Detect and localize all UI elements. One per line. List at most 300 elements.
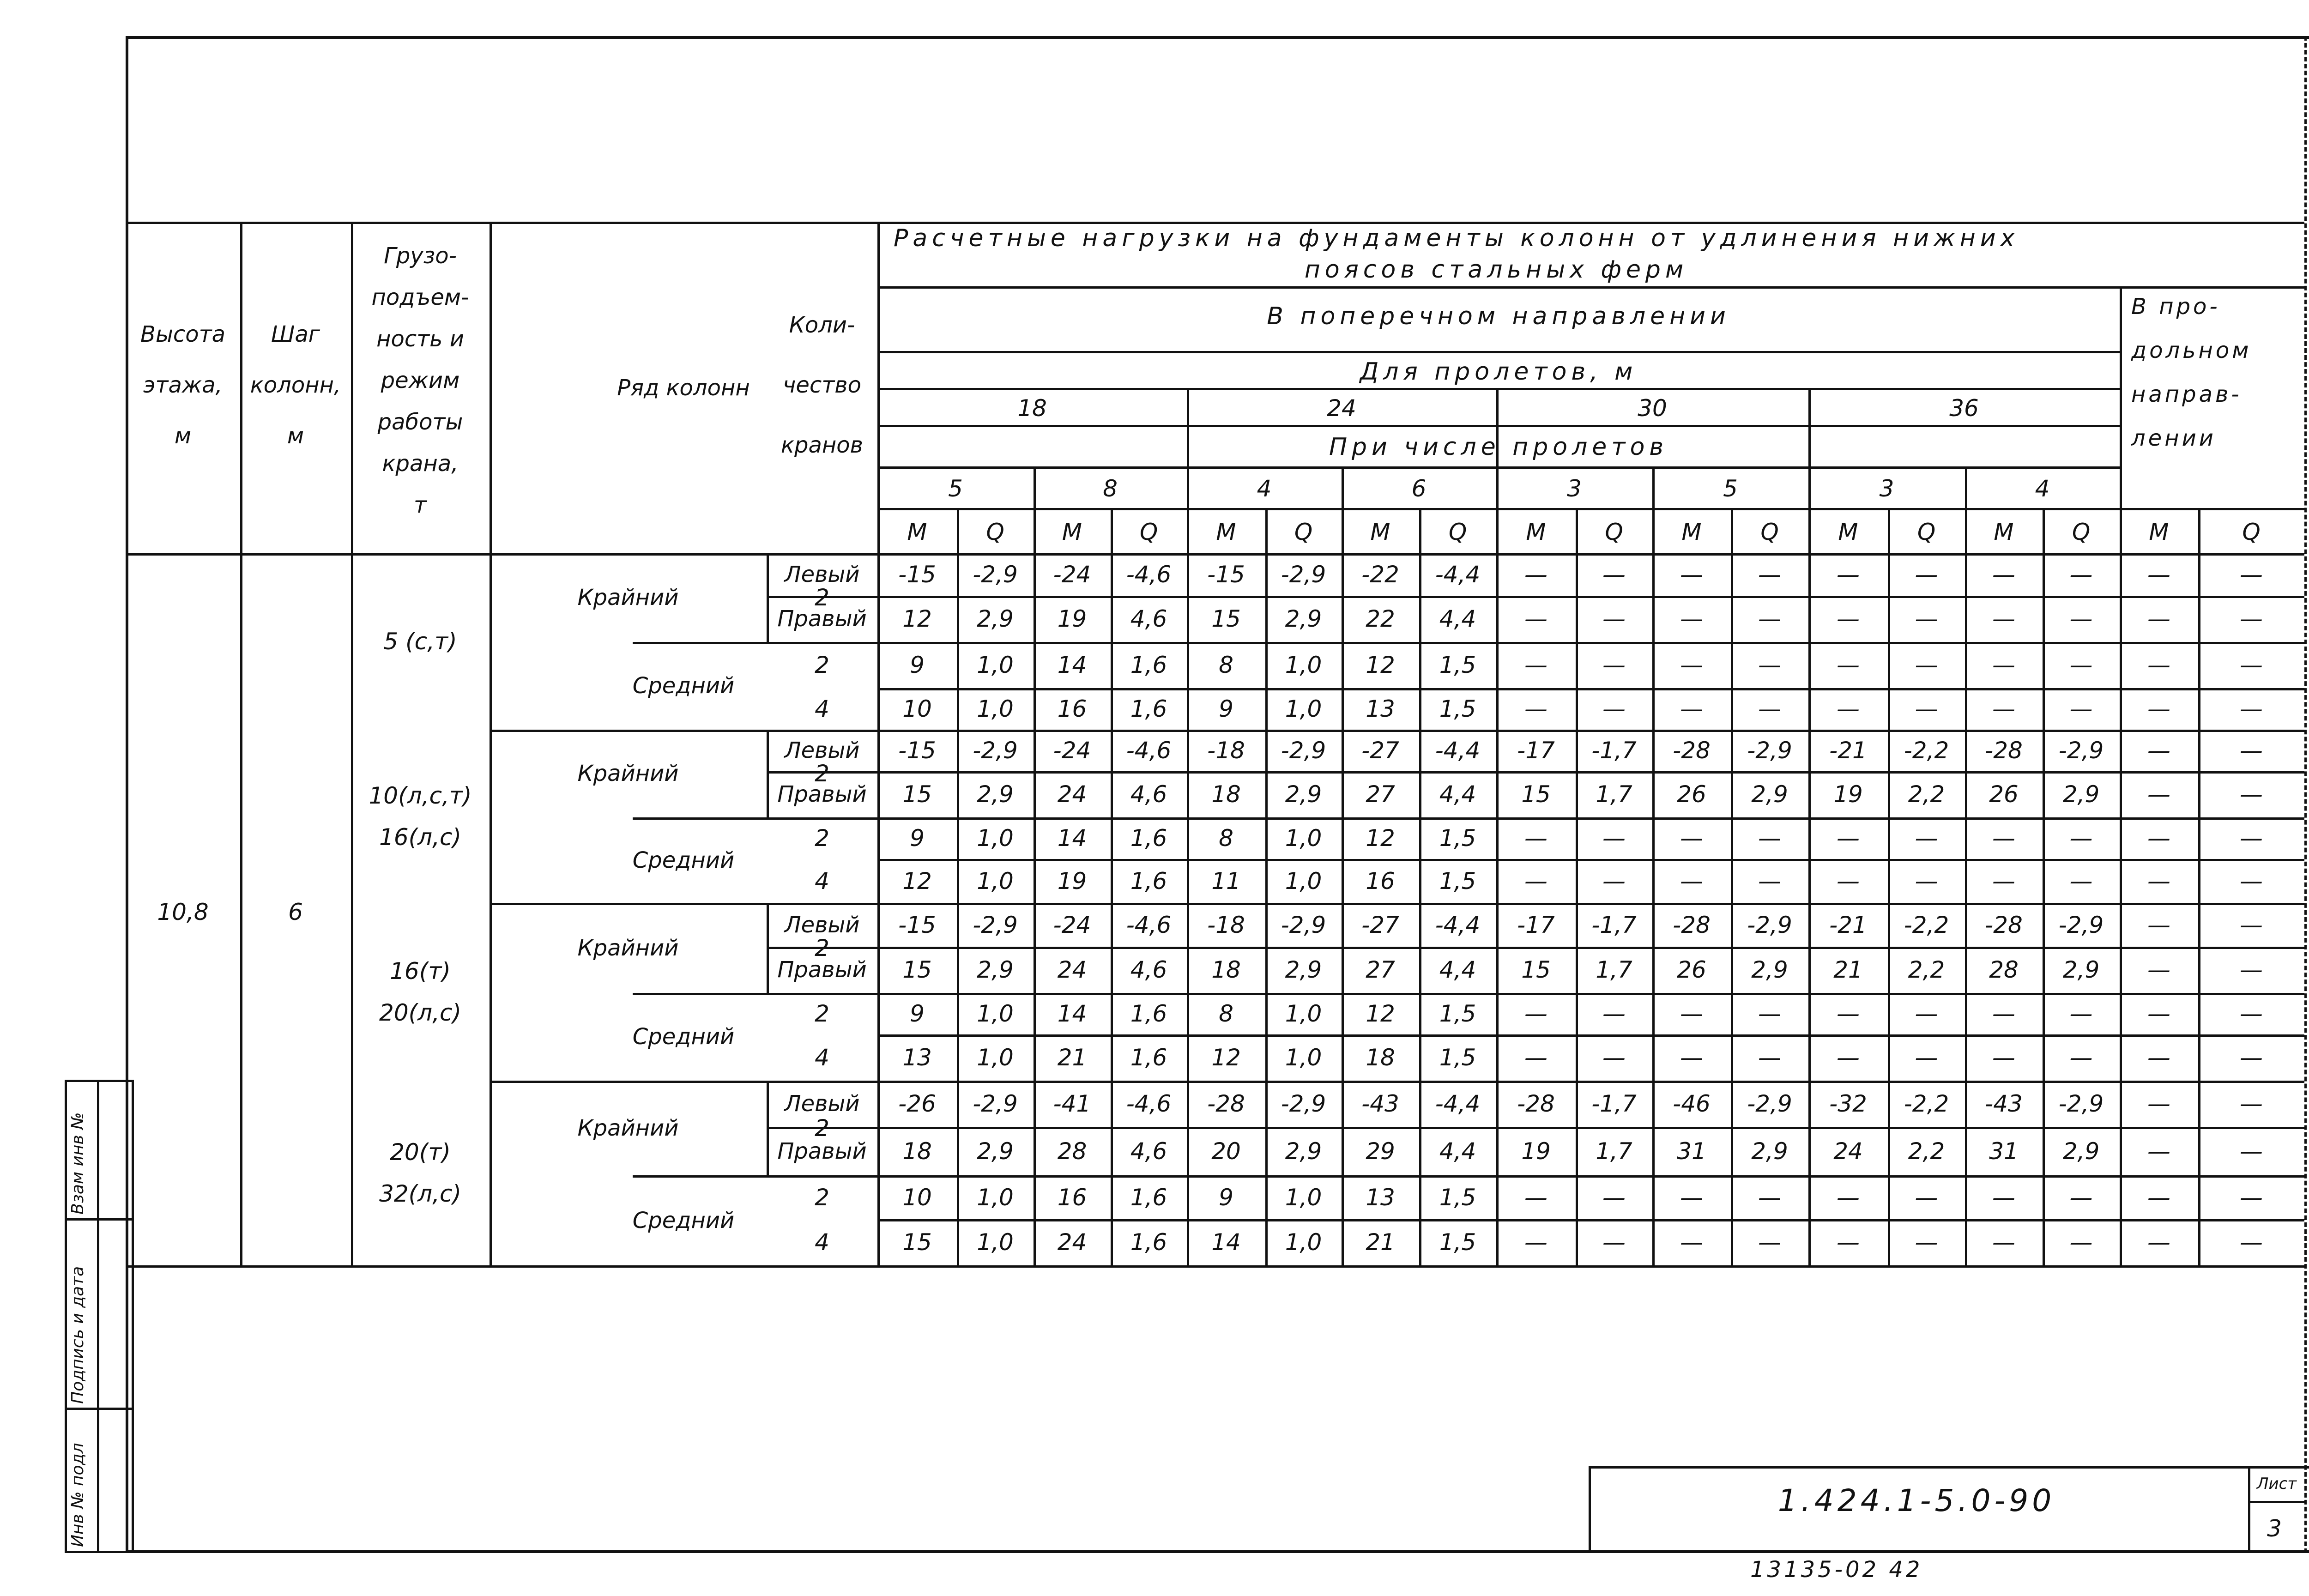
data-row-line [877, 1127, 2304, 1129]
header-capacity-line: крана, [382, 451, 459, 477]
cell-value: — [1680, 695, 1703, 722]
cell-value: 4,4 [1439, 1137, 1476, 1165]
cell-value: — [2240, 1229, 2263, 1256]
cell-value: -17 [1517, 911, 1555, 938]
cell-value: 9 [910, 825, 925, 852]
cell-value: 1,0 [977, 695, 1014, 722]
cell-value: — [1602, 1000, 1626, 1027]
cell-value: — [1915, 605, 1938, 632]
cell-value: -27 [1361, 911, 1399, 938]
cell-value: 8 [1219, 825, 1233, 852]
cell-value: 1,6 [1130, 1184, 1167, 1211]
header-longitudinal-line: В про- [2131, 294, 2220, 320]
num-spans-value: 8 [1103, 475, 1118, 502]
right-row-label: Правый [777, 957, 867, 983]
cranes-value: 4 [815, 1229, 829, 1256]
mq-label: M [1216, 519, 1236, 545]
cell-value: 15 [1521, 956, 1551, 983]
cell-value: -28 [1207, 1090, 1245, 1117]
cell-value: — [1602, 605, 1626, 632]
cell-value: 1,5 [1439, 652, 1476, 678]
cell-value: -4,6 [1126, 911, 1172, 938]
cell-value: — [2069, 825, 2093, 852]
middle-split-line [877, 859, 2304, 861]
side-stamp-text-3: Инв № подл [68, 1443, 87, 1547]
cell-value: — [1992, 695, 2015, 722]
cell-value: — [1758, 825, 1781, 852]
mq-line [1419, 508, 1421, 1265]
cell-value: — [2147, 737, 2170, 764]
cell-value: 14 [1057, 1000, 1087, 1027]
cell-value: -2,9 [1747, 911, 1792, 938]
cell-value: — [2069, 652, 2093, 678]
cell-value: -4,4 [1435, 737, 1481, 764]
cell-value: -15 [898, 737, 936, 764]
cell-value: — [1837, 695, 1860, 722]
cell-value: — [1602, 561, 1626, 588]
capacity-value: 32(л,с) [379, 1180, 461, 1207]
cell-value: 1,0 [977, 825, 1014, 852]
cell-value: — [1758, 652, 1781, 678]
cell-value: — [2069, 1184, 2093, 1211]
capacity-value: 10(л,с,т) [369, 782, 472, 809]
cell-value: — [2069, 1229, 2093, 1256]
cell-value: 21 [1057, 1044, 1087, 1071]
cell-value: -15 [898, 911, 936, 938]
cell-value: 26 [1677, 781, 1706, 808]
cell-value: 28 [1057, 1137, 1087, 1165]
cell-value: 1,0 [977, 652, 1014, 678]
num-spans-value: 3 [1879, 475, 1894, 502]
capacity-value: 20(л,с) [379, 999, 461, 1026]
middle-row-label: Средний [632, 673, 735, 699]
cell-value: — [2240, 1000, 2263, 1027]
cell-value: — [2240, 867, 2263, 895]
mq-label: M [1838, 519, 1858, 545]
header-capacity-line: подъем- [371, 284, 469, 310]
cell-value: — [1915, 1229, 1938, 1256]
cell-value: — [1680, 605, 1703, 632]
cell-value: 4,6 [1130, 956, 1167, 983]
cell-value: 14 [1211, 1229, 1241, 1256]
cell-value: 1,0 [977, 1044, 1014, 1071]
col-line-cranes [877, 222, 880, 1265]
cell-value: — [1837, 1044, 1860, 1071]
cell-value: -28 [1985, 737, 2023, 764]
span-line [1808, 388, 1811, 1265]
num-line [1652, 466, 1655, 1265]
cell-value: — [1758, 1044, 1781, 1071]
cell-value: -2,9 [1281, 737, 1326, 764]
mq-label: M [907, 519, 927, 545]
left-row-label: Левый [784, 1091, 860, 1117]
cell-value: 24 [1833, 1137, 1863, 1165]
cell-value: — [1602, 1044, 1626, 1071]
cell-value: -2,9 [973, 737, 1018, 764]
cell-value: — [1524, 652, 1547, 678]
cell-value: — [2240, 561, 2263, 588]
cranes-value: 2 [815, 1184, 829, 1211]
cell-value: 2,9 [977, 1137, 1014, 1165]
mq-line [2043, 508, 2045, 1265]
table-title-line-1: Расчетные нагрузки на фундаменты колонн от удлинения нижних [894, 224, 2019, 252]
capacity-value: 20(т) [390, 1139, 451, 1166]
longitudinal-line [2120, 286, 2122, 1265]
num-spans-value: 3 [1567, 475, 1582, 502]
cell-value: 1,0 [1285, 1000, 1322, 1027]
side-stamp-h1 [65, 1218, 134, 1221]
for-spans-bottom-line [877, 388, 2120, 390]
header-capacity-line: ность и [376, 326, 464, 352]
cell-value: -1,7 [1591, 911, 1637, 938]
header-cranes-line: кранов [781, 432, 863, 458]
mq-line [957, 508, 959, 1265]
cell-value: — [1758, 695, 1781, 722]
cell-value: 1,0 [1285, 867, 1322, 895]
outer-middle-line [633, 993, 2304, 995]
cell-value: 21 [1366, 1229, 1395, 1256]
cell-value: 12 [902, 605, 932, 632]
cell-value: — [1602, 825, 1626, 852]
cell-value: — [1680, 867, 1703, 895]
cell-value: — [1602, 867, 1626, 895]
cell-value: — [2069, 695, 2093, 722]
cell-value: 1,0 [1285, 1184, 1322, 1211]
cell-value: — [1680, 825, 1703, 852]
cell-value: — [1837, 1229, 1860, 1256]
header-num-spans: При числе пролетов [1329, 433, 1668, 461]
middle-row-label: Средний [632, 1207, 735, 1233]
cell-value: 1,0 [1285, 1044, 1322, 1071]
mq-label: Q [1605, 519, 1623, 545]
cell-value: — [1524, 695, 1547, 722]
cell-value: -21 [1829, 911, 1867, 938]
cell-value: -2,9 [1281, 561, 1326, 588]
mq-label: Q [1917, 519, 1936, 545]
header-transverse: В поперечном направлении [1267, 302, 1730, 330]
cell-value: 2,9 [977, 605, 1014, 632]
cell-value: — [1524, 1229, 1547, 1256]
cell-value: — [1524, 1184, 1547, 1211]
title-bottom-line [877, 286, 2304, 289]
cell-value: 2,2 [1908, 1137, 1945, 1165]
header-cranes-line: Коли- [789, 312, 855, 338]
outer-middle-line [633, 642, 2304, 644]
cell-value: — [1992, 1000, 2015, 1027]
cell-value: -41 [1053, 1090, 1091, 1117]
cell-value: -28 [1985, 911, 2023, 938]
cell-value: -15 [1207, 561, 1245, 588]
cell-value: 2,9 [1751, 956, 1788, 983]
cell-value: -4,6 [1126, 737, 1172, 764]
cell-value: — [1915, 1044, 1938, 1071]
cell-value: 16 [1366, 867, 1395, 895]
cell-value: -4,4 [1435, 911, 1481, 938]
cell-value: -32 [1829, 1090, 1867, 1117]
table-title-line-2: поясов стальных ферм [1304, 256, 1688, 284]
cell-value: -15 [898, 561, 936, 588]
mq-line [1576, 508, 1578, 1265]
mq-line [1111, 508, 1113, 1265]
cell-value: 2,9 [977, 956, 1014, 983]
cell-value: 2,9 [1285, 1137, 1322, 1165]
cell-value: 24 [1057, 781, 1087, 808]
cranes-value: 2 [815, 825, 829, 852]
cell-value: 13 [1366, 1184, 1395, 1211]
col-line-height [240, 222, 242, 1265]
outer-row-label: Крайний [577, 585, 679, 611]
span-value: 30 [1638, 395, 1667, 422]
num-spans-value: 5 [948, 475, 963, 502]
cell-value: 1,5 [1439, 695, 1476, 722]
outer-side-split [767, 553, 769, 642]
num-line [1034, 466, 1036, 1265]
cell-value: -18 [1207, 737, 1245, 764]
cell-value: — [1680, 652, 1703, 678]
cell-value: 16 [1057, 695, 1087, 722]
right-row-label: Правый [777, 781, 867, 807]
header-capacity-line: Грузо- [384, 243, 457, 269]
span-line [1496, 388, 1499, 1265]
cell-value: — [2147, 825, 2170, 852]
num-bottom-line [877, 508, 2304, 510]
cell-value: 1,7 [1596, 781, 1632, 808]
capacity-value: 16(л,с) [379, 823, 461, 851]
cell-value: — [1680, 1229, 1703, 1256]
cell-value: 24 [1057, 1229, 1087, 1256]
cell-value: 1,5 [1439, 1000, 1476, 1027]
cell-value: 8 [1219, 652, 1233, 678]
cell-value: 31 [1989, 1137, 2019, 1165]
cell-value: 1,7 [1596, 1137, 1632, 1165]
cell-value: — [1680, 1044, 1703, 1071]
cell-value: 1,5 [1439, 825, 1476, 852]
cell-value: — [2240, 911, 2263, 938]
cell-value: — [1992, 561, 2015, 588]
right-row-label: Правый [777, 1138, 867, 1164]
cell-value: -28 [1517, 1090, 1555, 1117]
cell-value: — [1992, 867, 2015, 895]
cell-value: 8 [1219, 1000, 1233, 1027]
cell-value: — [2240, 1090, 2263, 1117]
header-cranes-line: чество [783, 372, 861, 398]
body-bottom-line [126, 1265, 2304, 1268]
cell-value: — [1680, 1000, 1703, 1027]
middle-row-label: Средний [632, 1024, 735, 1050]
header-for-spans: Для пролетов, м [1360, 358, 1638, 386]
cell-value: — [1680, 561, 1703, 588]
cell-value: 2,9 [2062, 1137, 2100, 1165]
cell-value: -2,2 [1904, 737, 1949, 764]
cell-value: 9 [910, 1000, 925, 1027]
cell-value: — [1915, 652, 1938, 678]
num-label-bottom-line [877, 466, 2120, 469]
cranes-value: 2 [815, 1000, 829, 1027]
cell-value: -43 [1985, 1090, 2023, 1117]
cell-value: 2,9 [1751, 1137, 1788, 1165]
cell-value: — [2240, 1137, 2263, 1165]
mq-label: M [1681, 519, 1702, 545]
outer-side-split [767, 1081, 769, 1175]
cell-value: — [2147, 781, 2170, 808]
cell-value: 1,0 [977, 1184, 1014, 1211]
cell-value: — [1524, 605, 1547, 632]
cell-value: — [2147, 652, 2170, 678]
cell-value: 2,9 [1751, 781, 1788, 808]
cell-value: — [1992, 1044, 2015, 1071]
cell-value: 21 [1833, 956, 1863, 983]
cell-value: 4,6 [1130, 781, 1167, 808]
cell-value: 12 [1366, 652, 1395, 678]
cell-value: — [1758, 1229, 1781, 1256]
cell-value: 1,0 [977, 867, 1014, 895]
cell-value: -28 [1673, 737, 1711, 764]
cell-value: — [2240, 781, 2263, 808]
outer-side-split [767, 903, 769, 993]
cell-value: 15 [1521, 781, 1551, 808]
cell-value: 10 [902, 1184, 932, 1211]
cell-value: — [1915, 867, 1938, 895]
outer-row-label: Крайний [577, 935, 679, 961]
cell-value: 16 [1057, 1184, 1087, 1211]
cell-value: -2,2 [1904, 911, 1949, 938]
cell-value: 1,6 [1130, 1000, 1167, 1027]
cell-value: 2,2 [1908, 781, 1945, 808]
cell-value: — [1837, 561, 1860, 588]
header-row: Ряд колонн [617, 375, 750, 401]
middle-split-line [877, 1034, 2304, 1037]
cell-value: — [1837, 1184, 1860, 1211]
cell-value: 27 [1366, 781, 1395, 808]
mq-label: Q [986, 519, 1004, 545]
cell-value: 15 [902, 781, 932, 808]
cranes-value: 4 [815, 695, 829, 722]
middle-split-line [877, 1219, 2304, 1221]
cell-value: — [2069, 1044, 2093, 1071]
side-stamp-text-1: Взам инв № [68, 1112, 87, 1215]
cell-value: — [1837, 652, 1860, 678]
mq-label: Q [1139, 519, 1158, 545]
cell-value: — [2147, 911, 2170, 938]
cell-value: -46 [1673, 1090, 1711, 1117]
cell-value: -22 [1361, 561, 1399, 588]
cell-value: — [1915, 695, 1938, 722]
side-stamp-h2 [65, 1408, 134, 1410]
cell-value: 12 [902, 867, 932, 895]
cell-value: 9 [910, 652, 925, 678]
sheet-number: 3 [2267, 1515, 2282, 1542]
cell-value: 9 [1219, 1184, 1233, 1211]
cell-value: — [2147, 1137, 2170, 1165]
right-row-label: Правый [777, 606, 867, 632]
cell-value: 13 [1366, 695, 1395, 722]
cell-value: 2,9 [1285, 956, 1322, 983]
outer-side-split [767, 730, 769, 817]
middle-row-label: Средний [632, 847, 735, 873]
header-capacity-line: режим [381, 368, 460, 393]
cell-value: -24 [1053, 561, 1091, 588]
cell-value: 22 [1366, 605, 1395, 632]
mq-label: M [1994, 519, 2014, 545]
cell-value: 2,9 [2062, 956, 2100, 983]
header-height-line: Высота [140, 321, 225, 347]
cell-value: — [2240, 652, 2263, 678]
header-step-line: колонн, [250, 372, 341, 398]
cell-value: 4,4 [1439, 781, 1476, 808]
data-row-line [877, 596, 2304, 598]
cell-value: — [1524, 1044, 1547, 1071]
col-line-step [351, 222, 353, 1265]
cell-value: 12 [1211, 1044, 1241, 1071]
cell-value: 28 [1989, 956, 2019, 983]
cell-value: 2,9 [977, 781, 1014, 808]
cell-value: -2,9 [973, 561, 1018, 588]
cell-value: 4,6 [1130, 1137, 1167, 1165]
mq-label: Q [1294, 519, 1313, 545]
spans-bottom-line [877, 425, 2120, 427]
cell-value: 18 [902, 1137, 932, 1165]
sheet-label: Лист [2256, 1475, 2297, 1493]
cell-value: — [1524, 825, 1547, 852]
cell-value: 19 [1833, 781, 1863, 808]
group-line [490, 903, 2304, 905]
cell-value: -2,9 [1281, 911, 1326, 938]
cell-value: 2,2 [1908, 956, 1945, 983]
cell-value: -21 [1829, 737, 1867, 764]
mq-label: M [1062, 519, 1082, 545]
cell-value: 1,6 [1130, 1229, 1167, 1256]
cell-value: 15 [1211, 605, 1241, 632]
span-value: 24 [1327, 395, 1356, 422]
cell-value: — [2240, 956, 2263, 983]
header-height-line: этажа, [143, 372, 223, 398]
capacity-value: 16(т) [390, 957, 451, 985]
cell-value: 12 [1366, 1000, 1395, 1027]
cell-value: — [1992, 1184, 2015, 1211]
cell-value: 1,5 [1439, 867, 1476, 895]
outer-row-label: Крайний [577, 761, 679, 786]
cell-value: -4,6 [1126, 561, 1172, 588]
outer-row-label: Крайний [577, 1115, 679, 1141]
cell-value: -2,9 [1281, 1090, 1326, 1117]
cell-value: — [2147, 1044, 2170, 1071]
top-corner-mark [2265, 36, 2288, 38]
cell-value: 1,0 [1285, 695, 1322, 722]
cell-value: -2,2 [1904, 1090, 1949, 1117]
mq-line [1888, 508, 1890, 1265]
cell-value: — [1915, 561, 1938, 588]
cell-value: 13 [902, 1044, 932, 1071]
span-line [1187, 388, 1189, 1265]
cell-value: — [2147, 561, 2170, 588]
cell-value: -26 [898, 1090, 936, 1117]
cell-value: 1,0 [977, 1229, 1014, 1256]
data-row-line [877, 947, 2304, 949]
cell-value: 1,5 [1439, 1044, 1476, 1071]
cell-value: — [2147, 695, 2170, 722]
num-spans-value: 6 [1411, 475, 1427, 502]
cell-value: -1,7 [1591, 1090, 1637, 1117]
cell-value: — [2069, 1000, 2093, 1027]
cell-value: — [1758, 605, 1781, 632]
cell-value: — [2147, 1090, 2170, 1117]
cell-value: 4,6 [1130, 605, 1167, 632]
cell-value: -1,7 [1591, 737, 1637, 764]
span-value: 36 [1949, 395, 1979, 422]
cell-value: — [2147, 1229, 2170, 1256]
cell-value: — [2240, 737, 2263, 764]
cell-value: — [1524, 1000, 1547, 1027]
